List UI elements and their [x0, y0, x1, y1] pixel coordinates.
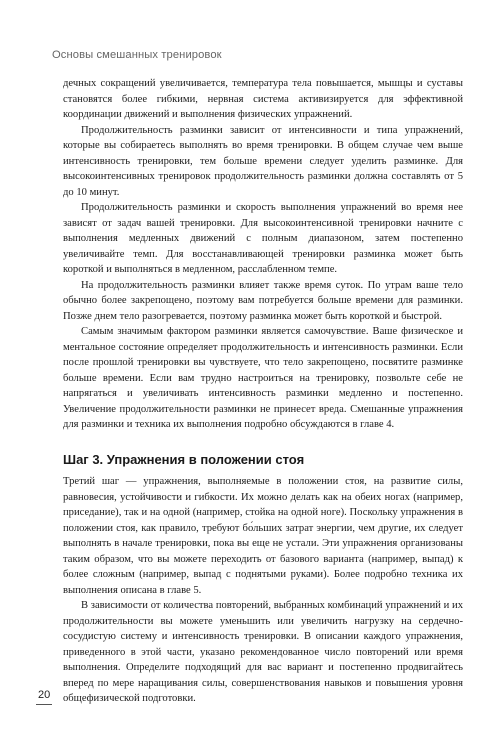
body-text-section: [63, 474, 463, 707]
paragraph-warmup-speed: Продолжительность разминки и скорость выполнения упражнений во время нее зависят от задач вашей тренировки. Для высокоинтенсивной тренировки начните с выполнения медленных движений с полным диапазоном, затем постепенно увеличивайте темп. Для восстанавливающей тренировки разминка может быть короткой и выполняться в медленном, расслабленном темпе.: [63, 202, 463, 275]
paragraph-standing-exercises: Третий шаг — упражнения, выполняемые в положении стоя, на развитие силы, равновесия, устойчивости и гибкости. Их можно делать как на обеих ногах (например, приседание), так и на одной (например, стойка на одной ноге). Поскольку упражнения в положении стоя, как правило, требуют бо́льших затрат энергии, чем другие, их следует выполнять в начале тренировки, пока вы еще не устали. Эти упражнения организованы таким образом, что вы можете переходить от базового варианта (например, выпад) к более сложным (например, выпад с поднятыми руками). Более подробно техника их выполнения описана в главе 5.: [63, 476, 463, 596]
body-text-top: [63, 76, 463, 433]
paragraph-warmup-duration: Продолжительность разминки зависит от интенсивности и типа упражнений, которые вы собираетесь выполнять во время тренировки. В общем случае чем выше интенсивность тренировки, тем больше времени следует уделить разминке. Для высокоинтенсивных тренировок продолжительность разминки должна составлять от 5 до 10 минут.: [63, 124, 463, 198]
paragraph-continuation: дечных сокращений увеличивается, температура тела повышается, мышцы и суставы становятся более гибкими, нервная система активизируется для эффективной координации движений и выполнения физических упражнений.: [63, 78, 463, 120]
page-number-rule: [36, 704, 52, 705]
running-head: Основы смешанных тренировок: [52, 49, 222, 61]
paragraph-time-of-day: На продолжительность разминки влияет также время суток. По утрам ваше тело обычно более закрепощено, поэтому вам потребуется больше времени для разминки. Позже днем тело разогревается, поэтому разминка может быть короткой и быстрой.: [63, 279, 463, 322]
paragraph-wellbeing: Самым значимым фактором разминки является самочувствие. Ваше физическое и ментальное состояние определяет продолжительность и интенсивность разминки. Если после прошлой тренировки вы чувствуете, что тело закрепощено, посвятите разминке больше времени. Если вам трудно настроиться на тренировку, позвольте себе не напрягаться и увеличивать интенсивность разминки медленно и постепенно. Увеличение продолжительности разминки не принесет вреда. Смешанные упражнения для разминки и техника их выполнения подробно обсуждаются в главе 4.: [63, 326, 463, 430]
page-number: 20: [38, 689, 51, 701]
paragraph-load-adjustment: В зависимости от количества повторений, выбранных комбинаций упражнений и их продолжительности вы можете уменьшить или увеличить нагрузку на сердечно-сосудистую систему и интенсивность тренировки. В описании каждого упражнения, приведенного в этой части, указано рекомендованное число повторений или время выполнения. Определите подходящий для вас вариант и постепенно продвигайтесь вперед по мере наращивания силы, совершенствования навыков и повышения уровня общефизической подготовки.: [63, 600, 463, 704]
section-heading: Шаг 3. Упражнения в положении стоя: [63, 452, 305, 467]
